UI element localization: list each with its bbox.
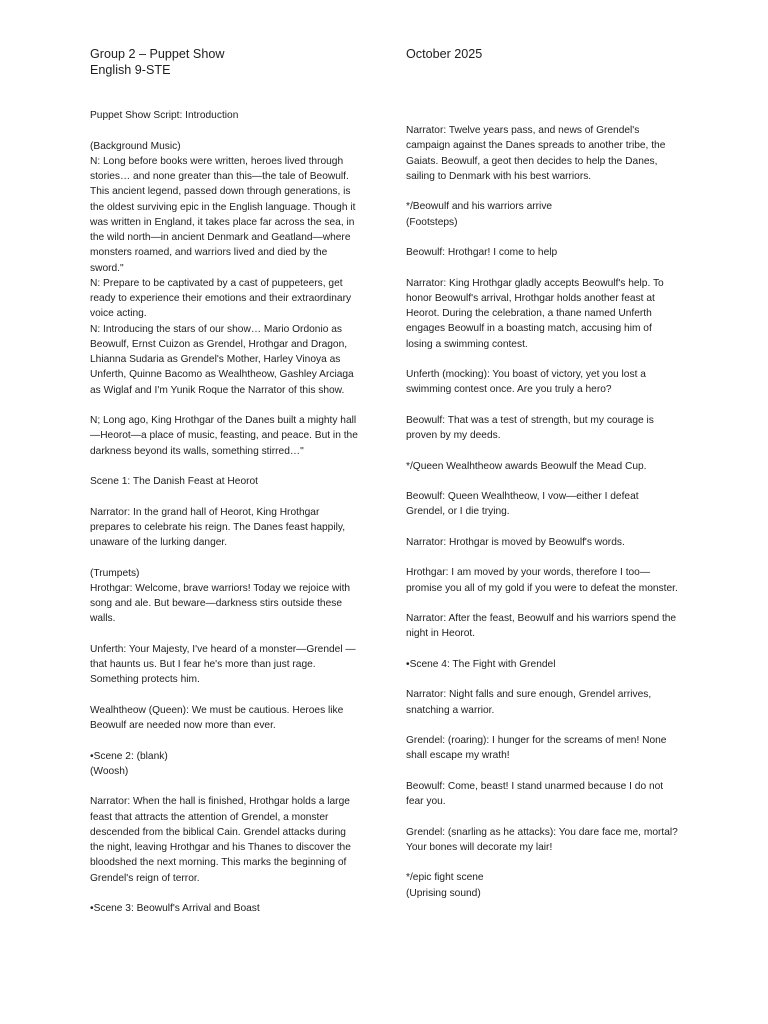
script-paragraph: Narrator: After the feast, Beowulf and his warriors spend the night in Heorot. xyxy=(406,613,677,640)
scene-3-heading: •Scene 3: Beowulf's Arrival and Boast xyxy=(90,903,260,914)
stage-direction: */epic fight scene (Uprising sound) xyxy=(406,872,484,899)
script-paragraph: Unferth (mocking): You boast of victory, yet you lost a swimming contest once. Are you truly a hero? xyxy=(406,369,646,396)
script-paragraph: Unferth: Your Majesty, I've heard of a monster—Grendel —that haunts us. But I fear he's more than just rage. Something protects him. xyxy=(90,643,356,686)
document-header-left xyxy=(90,46,224,78)
script-paragraph: Narrator: In the grand hall of Heorot, King Hrothgar prepares to celebrate his reign. The Danes feast happily, unaware of the lurking danger. xyxy=(90,506,346,548)
intro-closing: N; Long ago, King Hrothgar of the Danes built a mighty hall —Heorot—a place of music, feasting, and peace. But in the darkness beyond its walls, something stirred…" xyxy=(90,415,358,457)
script-paragraph: Beowulf: That was a test of strength, but my courage is proven by my deeds. xyxy=(406,414,654,441)
scene-4-heading: •Scene 4: The Fight with Grendel xyxy=(406,658,556,670)
script-intro-title: Puppet Show Script: Introduction xyxy=(90,110,239,121)
script-paragraph: Beowulf: Come, beast! I stand unarmed because I do not fear you. xyxy=(406,780,664,807)
script-paragraph: Beowulf: Hrothgar! I come to help xyxy=(406,247,558,258)
stage-direction: */Beowulf and his warriors arrive (Footsteps) xyxy=(406,201,553,228)
scene-1-heading: Scene 1: The Danish Feast at Heorot xyxy=(90,476,258,487)
intro-narration: (Background Music) N: Long before books were written, heroes lived through stories… and none greater than this—the tale of Beowulf. This ancient legend, passed down through generations, is the oldest surviving epic in the English language. Though it was written in England, it takes place far across the sea, in the wild north—in ancient Denmark and Geatland—where monsters roamed, and warriors lived and died by the sword." N: Prepare to be captivated by a cast of puppeteers, get ready to experience their emotions and their extraordinary voice acting. N: Introducing the stars of our show… Mario Ordonio as Beowulf, Ernst Cuizon as Grendel, Hrothgar and Dragon, Lhianna Sudaria as Grendel's Mother, Harley Vinoya as Unferth, Quinne Bacomo as Wealhtheow, Gashley Arciaga as Wiglaf and I'm Yunik Roque the Narrator of this show. xyxy=(90,140,356,396)
script-paragraph: Narrator: Night falls and sure enough, Grendel arrives, snatching a warrior. xyxy=(406,689,652,716)
stage-direction: */Queen Wealhtheow awards Beowulf the Mead Cup. xyxy=(406,460,647,472)
left-column xyxy=(90,108,362,932)
script-paragraph: Grendel: (snarling as he attacks): You dare face me, mortal? Your bones will decorate my lair! xyxy=(406,826,678,853)
group-title: Group 2 – Puppet Show xyxy=(90,47,225,61)
script-paragraph: (Trumpets) Hrothgar: Welcome, brave warriors! Today we rejoice with song and ale. But beware—darkness stirs outside these walls. xyxy=(90,567,351,625)
script-paragraph: Narrator: When the hall is finished, Hrothgar holds a large feast that attracts the attention of Grendel, a monster descended from the biblical Cain. Grendel attacks during the night, leaving Hrothgar and his Thanes to discover the bloodshed the next morning. This marks the beginning of Grendel's reign of terror. xyxy=(90,796,351,884)
script-paragraph: Narrator: Hrothgar is moved by Beowulf's words. xyxy=(406,536,625,548)
script-paragraph: Narrator: King Hrothgar gladly accepts Beowulf's help. To honor Beowulf's arrival, Hrothgar holds another feast at Heorot. During the celebration, a thane named Unferth engages Beowulf in a boasting match, accusing him of losing a swimming contest. xyxy=(406,277,664,350)
script-paragraph: Grendel: (roaring): I hunger for the screams of men! None shall escape my wrath! xyxy=(406,735,667,762)
document-date: October 2025 xyxy=(406,47,483,61)
script-paragraph: Wealhtheow (Queen): We must be cautious. Heroes like Beowulf are needed now more than ever. xyxy=(90,704,344,731)
scene-2-heading: •Scene 2: (blank) (Woosh) xyxy=(90,750,168,777)
script-paragraph: Beowulf: Queen Wealhtheow, I vow—either I defeat Grendel, or I die trying. xyxy=(406,491,639,518)
script-paragraph: Narrator: Twelve years pass, and news of Grendel's campaign against the Danes spreads to another tribe, the Gaiats. Beowulf, a geot then decides to help the Danes, sailing to Denmark with his best warriors. xyxy=(406,125,666,182)
right-column xyxy=(406,123,678,916)
script-paragraph: Hrothgar: I am moved by your words, therefore I too— promise you all of my gold if you were to defeat the monster. xyxy=(406,567,678,594)
class-name: English 9-STE xyxy=(90,63,171,77)
